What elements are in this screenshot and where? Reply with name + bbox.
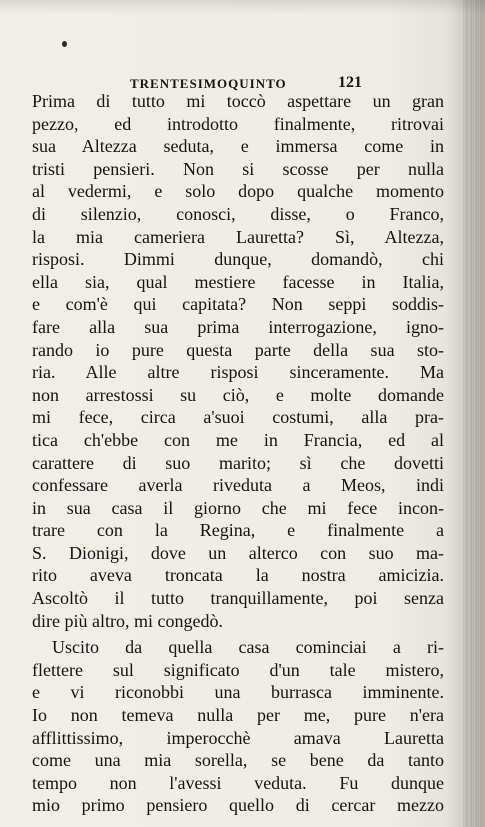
text-line: mi fece, circa a'suoi costumi, alla pra-	[32, 407, 444, 428]
text-line: afflittissimo, imperocchè amava Lauretta	[32, 727, 444, 748]
page-number: 121	[338, 74, 362, 91]
paragraph-2	[32, 636, 444, 817]
text-line: non arrestossi su ciò, e molte domande	[32, 384, 444, 405]
page-edge-shadow	[463, 0, 485, 827]
text-line: fare alla sua prima interrogazione, igno-	[32, 316, 444, 337]
text-line: mio primo pensiero quello di cercar mezzo	[32, 795, 444, 816]
text-line: pezzo, ed introdotto finalmente, ritrovai	[32, 113, 444, 134]
text-line: sua Altezza seduta, e immersa come in	[32, 136, 444, 157]
text-line: Uscito da quella casa cominciai a ri-	[52, 637, 444, 658]
body-text	[32, 90, 444, 817]
text-line: tempo non l'avessi veduta. Fu dunque	[32, 772, 444, 793]
text-line: e vi riconobbi una burrasca imminente.	[32, 682, 444, 703]
text-line: trare con la Regina, e finalmente a	[32, 520, 444, 541]
text-line: in sua casa il giorno che mi fece incon-	[32, 497, 444, 518]
text-line: Ascoltò il tutto tranquillamente, poi senza	[32, 588, 444, 609]
text-line: confessare averla riveduta a Meos, indi	[32, 475, 444, 496]
text-line: Io non temeva nulla per me, pure n'era	[32, 705, 444, 726]
ink-speck	[62, 41, 67, 47]
text-line: ella sia, qual mestiere facesse in Italia,	[32, 271, 444, 292]
text-line: ria. Alle altre risposi sinceramente. Ma	[32, 362, 444, 383]
text-line: rando io pure questa parte della sua sto-	[32, 339, 444, 360]
text-line: risposi. Dimmi dunque, domandò, chi	[32, 249, 444, 270]
text-line: S. Dionigi, dove un alterco con suo ma-	[32, 542, 444, 563]
text-line: dire più altro, mi congedò.	[32, 610, 223, 631]
text-line: al vedermi, e solo dopo qualche momento	[32, 181, 444, 202]
page-top-shadow	[0, 0, 485, 14]
text-line: flettere sul significato d'un tale mistero,	[32, 659, 444, 680]
paragraph-1	[32, 90, 444, 632]
text-line: rito aveva troncata la nostra amicizia.	[32, 565, 444, 586]
text-line: tristi pensieri. Non si scosse per nulla	[32, 158, 444, 179]
text-line: Prima di tutto mi toccò aspettare un gran	[32, 91, 444, 111]
running-head: TRENTESIMOQUINTO	[130, 76, 287, 91]
text-line: di silenzio, conosci, disse, o Franco,	[32, 203, 444, 224]
text-line: carattere di suo marito; sì che dovetti	[32, 452, 444, 473]
text-line: la mia cameriera Lauretta? Sì, Altezza,	[32, 226, 444, 247]
text-line: come una mia sorella, se bene da tanto	[32, 750, 444, 771]
text-line: e com'è qui capitata? Non seppi soddis-	[32, 294, 444, 315]
text-line: tica ch'ebbe con me in Francia, ed al	[32, 429, 444, 450]
